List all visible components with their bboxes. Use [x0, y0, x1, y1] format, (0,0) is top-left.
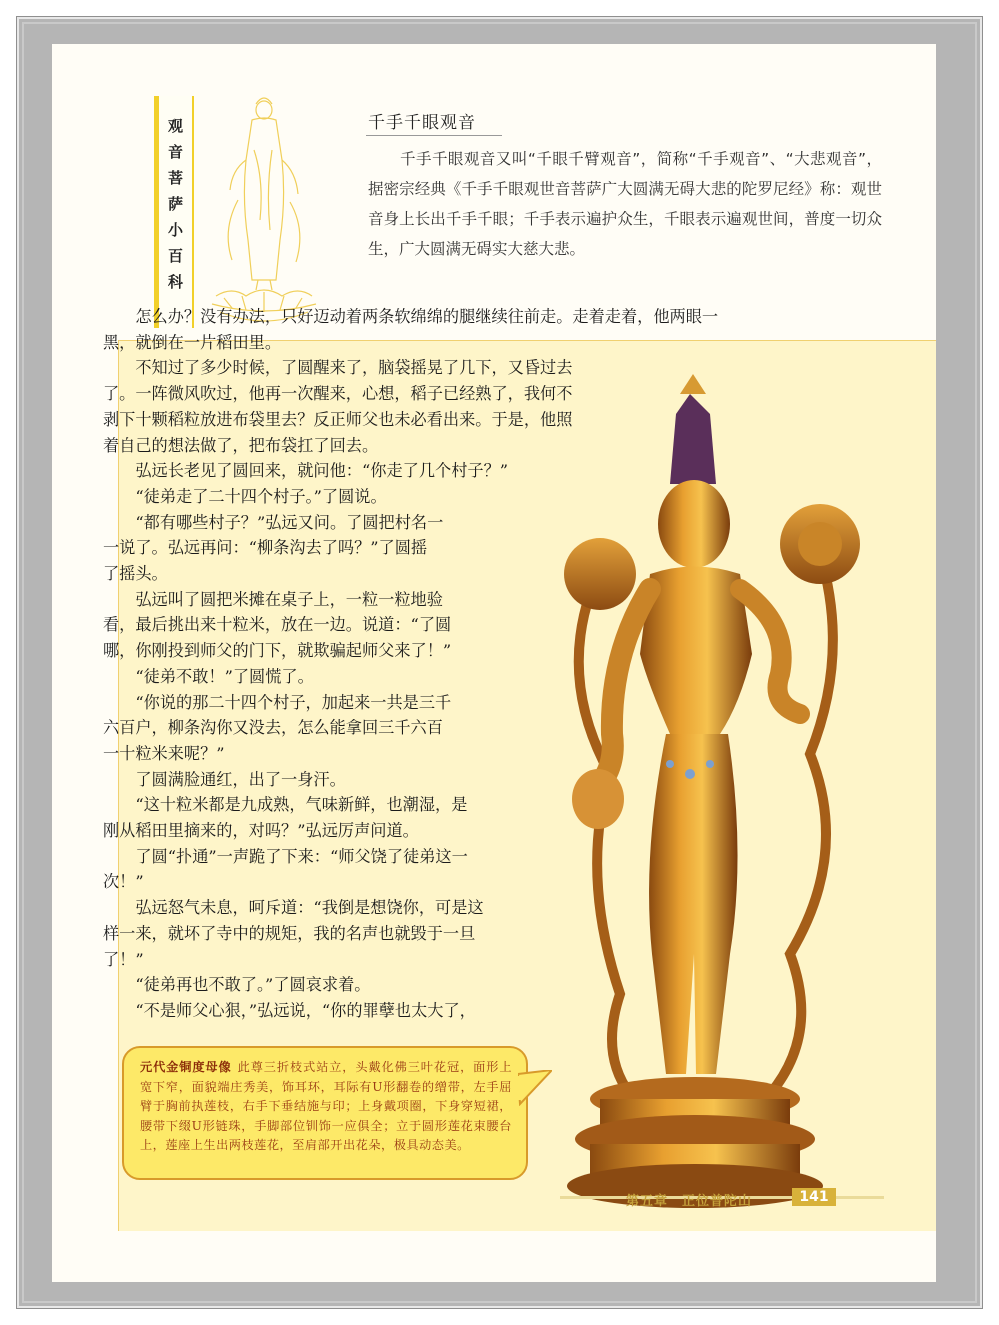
story-line: 着自己的想法做了，把布袋扛了回去。	[103, 435, 379, 455]
story-line: 样一来，就坏了寺中的规矩，我的名声也就毁于一旦	[103, 923, 476, 943]
caption-title: 元代金铜度母像	[140, 1060, 232, 1074]
story-line: 怎么办？没有办法，只好迈动着两条软绵绵的腿继续往前走。走着走着，他两眼一	[103, 307, 719, 326]
chapter-title: 第五章 正位普陀山	[626, 1194, 753, 1209]
box-body: 千手千眼观音又叫“千眼千臂观音”，简称“千手观音”、“大悲观音”，据密宗经典《千手千眼观世音菩萨广大圆满无碍大悲的陀罗尼经》称：观世音身上长出千手千眼；千手表示遍护众生，千眼表示遍观世间，普度一切众生，广大圆满无碍实大慈大悲。	[368, 150, 882, 258]
story-line: 弘远长老见了圆回来，就问他：“你走了几个村子？”	[103, 461, 509, 481]
story-line: 一说了。弘远再问：“柳条沟去了吗？”了圆摇	[103, 538, 428, 558]
story-line: 不知过了多少时候，了圆醒来了，脑袋摇晃了几下，又昏过去	[103, 358, 573, 378]
story-line: “徒弟不敢！”了圆慌了。	[103, 666, 314, 686]
story-line: 了。一阵微风吹过，他再一次醒来，心想，稻子已经熟了，我何不	[103, 384, 573, 404]
story-line: 了摇头。	[103, 564, 168, 584]
story-line: “徒弟再也不敢了。”了圆哀求着。	[103, 975, 371, 995]
story-line: “徒弟走了二十四个村子。”了圆说。	[103, 486, 387, 506]
story-line: 刚从稻田里摘来的，对吗？”弘远厉声问道。	[103, 821, 419, 841]
story-line: 看，最后挑出来十粒米，放在一边。说道：“了圆	[103, 615, 452, 635]
story-line: “不是师父心狠，”弘远说，“你的罪孽也太大了，	[103, 1000, 476, 1020]
story-line: 了圆满脸通红，出了一身汗。	[103, 769, 346, 789]
page-number: 141	[792, 1188, 836, 1206]
story-line: 了圆“扑通”一声跪了下来：“师父饶了徒弟这一	[103, 846, 468, 866]
box-title: 千手千眼观音	[368, 113, 476, 133]
sidebar-tag-label: 观音菩萨小百科	[166, 118, 184, 300]
statue-caption	[122, 1046, 528, 1180]
guanyin-line-art	[202, 90, 326, 330]
title-rule	[366, 135, 502, 136]
bronze-tara-statue-image	[520, 354, 870, 1214]
caption-pointer	[518, 1070, 552, 1106]
story-line: “都有哪些村子？”弘远又问。了圆把村名一	[103, 512, 444, 532]
story-line: 次！”	[103, 872, 144, 892]
sidebar-tag	[154, 96, 194, 328]
story-line: 哪，你刚投到师父的门下，就欺骗起师父来了！”	[103, 641, 452, 661]
story-line: 剥下十颗稻粒放进布袋里去？反正师父也未必看出来。于是，他照	[103, 409, 573, 429]
story-line: “你说的那二十四个村子，加起来一共是三千	[103, 692, 452, 712]
caption-text: 此尊三折枝式站立，头戴化佛三叶花冠，面形上宽下窄，面貌端庄秀美，饰耳环，耳际有U形翻卷的缯带，左手屈臂于胸前执莲枝，右手下垂结施与印；上身戴项圈，下身穿短裙，腰带下缀U形链珠，手脚部位钏饰一应俱全；立于圆形莲花束腰台上，莲座上生出两枝莲花，至肩部开出花朵，极具动态美。	[140, 1060, 513, 1152]
story-line: 弘远叫了圆把米摊在桌子上，一粒一粒地验	[103, 589, 443, 609]
story-line: “这十粒米都是九成熟，气味新鲜，也潮湿，是	[103, 795, 468, 815]
story-line: 黑，就倒在一片稻田里。	[103, 332, 282, 352]
story-line: 一十粒米来呢？”	[103, 743, 225, 763]
story-line: 六百户，柳条沟你又没去，怎么能拿回三千六百	[103, 718, 443, 738]
story-line: 了！”	[103, 949, 144, 969]
story-line: 弘远怒气未息，呵斥道：“我倒是想饶你，可是这	[103, 898, 484, 918]
